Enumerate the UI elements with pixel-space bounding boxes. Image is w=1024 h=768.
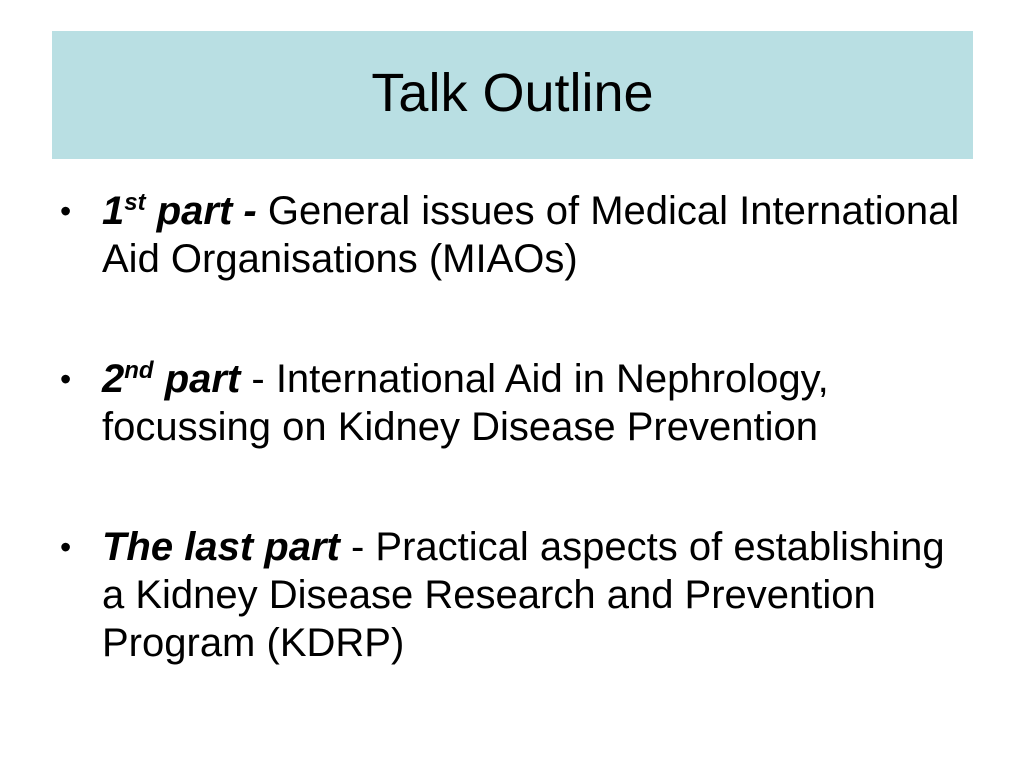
bullet-item-last-part: [60, 523, 960, 667]
bullet-text: General issues of Medical International Aid Organisations (MIAOs): [102, 189, 960, 281]
title-banner: [52, 31, 973, 159]
bullet-icon: •: [60, 529, 72, 565]
slide-title: Talk Outline: [371, 63, 654, 123]
bullet-lead-main: The last part: [102, 525, 340, 569]
bullet-lead-tail: part -: [145, 189, 268, 233]
bullet-lead: [102, 189, 268, 233]
bullet-lead-superscript: nd: [124, 357, 154, 384]
bullet-icon: •: [60, 361, 72, 397]
bullet-lead: [102, 357, 240, 401]
bullet-item-first-part: [60, 187, 960, 283]
bullet-list: [60, 187, 960, 667]
bullet-text: - International Aid in Nephrology, focussing on Kidney Disease Prevention: [102, 357, 829, 449]
bullet-lead-main: 1: [102, 189, 125, 233]
bullet-text: - Practical aspects of establishing a Kidney Disease Research and Prevention Program (KDRP): [102, 525, 945, 665]
bullet-item-second-part: [60, 355, 960, 451]
bullet-lead-tail: part: [153, 357, 241, 401]
bullet-icon: •: [60, 193, 72, 229]
bullet-lead-superscript: st: [124, 189, 146, 216]
bullet-lead-main: 2: [102, 357, 125, 401]
bullet-lead: [102, 525, 340, 569]
